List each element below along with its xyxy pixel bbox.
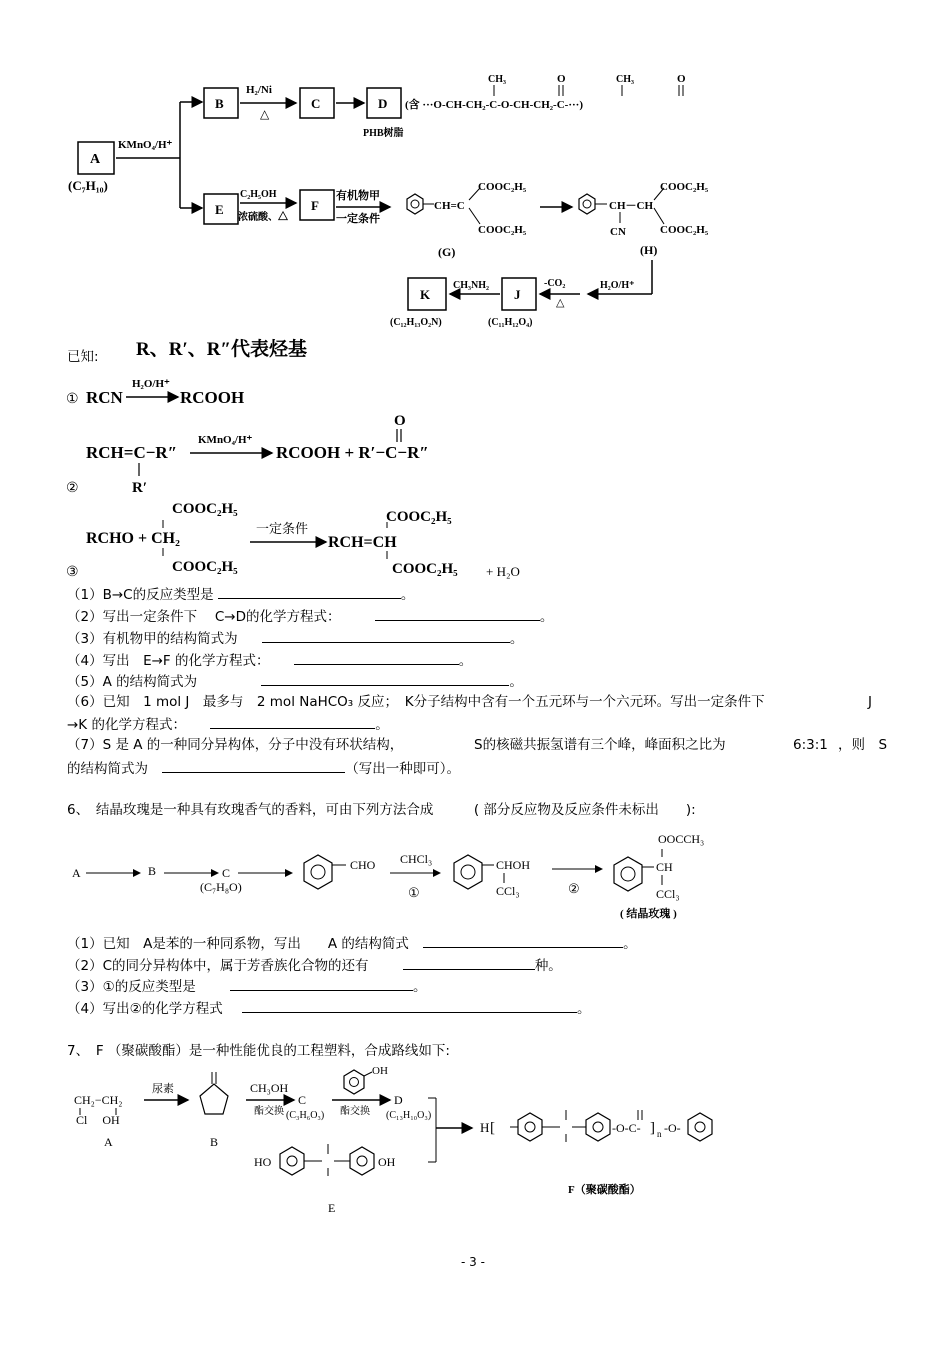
svg-text:CN: CN [610,226,626,238]
q5-6-J: J [868,694,872,710]
svg-text:CH: CH [656,860,673,874]
answer-blank[interactable] [210,714,375,729]
q5-5: （5）A 的结构简式为 。 [67,671,523,691]
q5-6b: →K 的化学方程式： 。 [67,714,389,734]
cyclic-carbonate-B [200,1084,228,1114]
benzene-F2 [586,1113,610,1141]
svg-text:]: ] [650,1120,655,1136]
svg-text:①: ① [66,392,79,407]
svg-text:-O-C-: -O-C- [612,1121,641,1135]
answer-blank[interactable] [162,758,345,773]
label-F: F [311,198,319,213]
svg-text:(C₁₃H₁₀O₃): (C₁₃H₁₀O₃) [386,1110,432,1121]
q6-1: （1）已知 A是苯的一种同系物，写出 A 的结构简式 。 [67,933,637,953]
cond-org2: 一定条件 [336,213,380,225]
q5-7: （7）S 是 A 的一种同分异构体，分子中没有环状结构， [67,737,404,753]
svg-text:HO: HO [254,1155,272,1169]
answer-blank[interactable] [218,584,401,599]
A-formula: (C₇H₁₀) [68,178,108,193]
svg-text:COOC₂H₅: COOC₂H₅ [386,509,452,525]
D-polymer: (含 ···O-CH-CH₂-C-O-CH-CH₂-C-···) [405,99,583,111]
cond-h2ni: H₂/Ni [246,84,272,96]
D-note: PHB树脂 [363,128,404,139]
cond-ch3nh2: CH₃NH₂ [453,280,489,291]
synthesis-scheme-6 [60,825,740,925]
synthesis-scheme-7 [60,1062,740,1222]
synthesis-scheme-1 [60,60,750,335]
svg-text:B: B [148,864,157,878]
q6-3: （3）①的反应类型是 。 [67,976,427,996]
svg-text:n: n [657,1129,662,1139]
svg-text:A: A [72,866,81,880]
benzene-H [579,194,595,214]
problem7-title: 7、 F （聚碳酸酯）是一种性能优良的工程塑料，合成路线如下: [67,1043,450,1059]
problem6-title: 6、 结晶玫瑰是一种具有玫瑰香气的香料，可由下列方法合成 ( 部分反应物及反应条件未标出 ): [67,802,696,818]
answer-blank[interactable] [375,606,540,621]
svg-text:COOC₂H₅: COOC₂H₅ [478,181,527,193]
svg-text:②: ② [568,881,580,896]
svg-text:CH－CH: CH－CH [609,200,653,212]
benzene-F3 [688,1113,712,1141]
label-G: (G) [438,245,456,259]
svg-text:O: O [677,73,686,85]
cond-kmno4: KMnO₄/H⁺ [118,139,173,151]
benzene-1 [304,855,332,889]
svg-text:OH: OH [372,1065,388,1077]
cond-heat-1: △ [260,107,270,121]
svg-text:+ H₂O: + H₂O [486,564,520,579]
label-D: D [378,96,388,111]
cond-c2h5oh: C₂H₅OH [240,189,277,200]
J-formula: (C₁₁H₁₂O₄) [488,317,533,328]
svg-text:③: ③ [66,565,79,580]
svg-text:一定条件: 一定条件 [256,521,309,536]
svg-text:CHO: CHO [350,858,376,872]
q5-7-mid: S的核磁共振氢谱有三个峰，峰面积之比为 [474,737,726,753]
q5-3: （3）有机物甲的结构简式为 。 [67,628,523,648]
svg-text:CCl₃: CCl₃ [656,887,680,901]
known-reactions [60,370,540,585]
svg-text:D: D [394,1093,403,1107]
answer-blank[interactable] [423,933,623,948]
label-J: J [514,287,521,302]
svg-text:(C₃H₆O₃): (C₃H₆O₃) [286,1110,325,1121]
label-B: B [215,96,224,111]
q5-7-ratio: 6:3:1 [793,737,828,753]
svg-text:CH₃OH: CH₃OH [250,1081,289,1095]
svg-text:OH: OH [378,1155,396,1169]
svg-text:O: O [557,73,566,85]
cond-co2: -CO₂ [544,278,566,289]
benzene-E2 [350,1147,374,1175]
answer-blank[interactable] [261,671,509,686]
svg-text:△: △ [556,297,565,309]
label-K: K [420,287,431,302]
svg-text:②: ② [66,481,79,496]
q6-2: （2）C的同分异构体中，属于芳香族化合物的还有 种。 [67,955,562,975]
svg-text:E: E [328,1201,336,1215]
q6-4: （4）写出②的化学方程式 。 [67,998,591,1018]
benzene-G [407,194,423,214]
svg-text:COOC₂H₅: COOC₂H₅ [478,224,527,236]
svg-text:(C₇H₈O): (C₇H₈O) [200,880,242,894]
benzene-E1 [280,1147,304,1175]
svg-text:COOC₂H₅: COOC₂H₅ [172,501,238,517]
r1-right: RCOOH [180,388,245,407]
svg-text:COOC₂H₅: COOC₂H₅ [392,561,458,577]
svg-text:-O-: -O- [664,1121,681,1135]
svg-text:COOC₂H₅: COOC₂H₅ [172,559,238,575]
svg-text:COOC₂H₅: COOC₂H₅ [660,181,709,193]
svg-text:F（聚碳酸酯）: F（聚碳酸酯） [568,1184,641,1196]
svg-text:①: ① [408,885,420,900]
q5-7-tail: ，则 S [838,737,888,753]
page-number: - 3 - [461,1255,485,1269]
svg-text:O: O [394,413,406,429]
svg-text:R′: R′ [132,480,148,496]
svg-text:OOCCH₃: OOCCH₃ [658,832,705,846]
svg-text:酯交换: 酯交换 [254,1106,284,1117]
benzene-2 [454,855,482,889]
q5-4: （4）写出 E→F 的化学方程式： 。 [67,650,472,670]
r2-left: RCH=C−R″ [86,443,178,462]
answer-blank[interactable] [230,976,413,991]
known-r-note: R、R′、R″代表烃基 [136,339,308,360]
r3-right: RCH=CH [328,534,397,551]
cond-org1: 有机物甲 [336,190,380,202]
svg-text:CH₃: CH₃ [616,74,634,85]
svg-text:CH=C: CH=C [434,200,465,212]
svg-text:CHCl₃: CHCl₃ [400,852,433,866]
svg-text:尿素: 尿素 [152,1083,174,1095]
benzene-F1 [518,1113,542,1141]
svg-text:A: A [104,1135,113,1149]
answer-blank[interactable] [294,650,459,665]
r1-left: RCN [86,388,123,407]
q5-7b: 的结构简式为 （写出一种即可）。 [67,758,460,778]
svg-text:H: H [480,1120,490,1135]
label-A: A [90,152,101,167]
svg-text:CHOH: CHOH [496,858,531,872]
label-E: E [215,202,224,217]
benzene-3 [614,857,642,891]
svg-text:COOC₂H₅: COOC₂H₅ [660,224,709,236]
svg-text:CH₂−CH₂: CH₂−CH₂ [74,1093,123,1107]
svg-text:酯交换: 酯交换 [340,1106,370,1117]
svg-text:CCl₃: CCl₃ [496,884,520,898]
K-formula: (C₁₂H₁₃O₂N) [390,317,442,328]
svg-text:CH₃: CH₃ [488,74,506,85]
q5-2: （2）写出一定条件下 C→D的化学方程式： 。 [67,606,553,626]
cond-conc: 浓硫酸、△ [238,212,288,223]
svg-text:B: B [210,1135,219,1149]
r2-right: RCOOH + R′−C−R″ [276,443,429,462]
cond-h2o: H₂O/H⁺ [600,280,635,291]
answer-blank[interactable] [262,628,510,643]
answer-blank[interactable] [403,955,535,970]
svg-text:KMnO₄/H⁺: KMnO₄/H⁺ [198,434,253,446]
q5-6: （6）已知 1 mol J 最多与 2 mol NaHCO₃ 反应； K分子结构中含有一个五元环与一个六元环。写出一定条件下 [67,694,765,710]
answer-blank[interactable] [242,998,577,1013]
phenol-ring [344,1070,364,1094]
svg-text:Cl OH: Cl OH [76,1113,120,1127]
q5-1: （1）B→C的反应类型是 。 [67,584,414,604]
svg-text:H₂O/H⁺: H₂O/H⁺ [132,378,170,390]
known-label: 已知: [67,349,99,365]
label-C: C [311,96,321,111]
svg-text:C: C [222,866,231,880]
svg-text:C: C [298,1093,307,1107]
svg-text:( 结晶玫瑰 ): ( 结晶玫瑰 ) [620,908,677,920]
r3-left: RCHO + CH₂ [86,530,180,547]
svg-text:[: [ [490,1120,495,1136]
label-H: (H) [640,243,658,257]
